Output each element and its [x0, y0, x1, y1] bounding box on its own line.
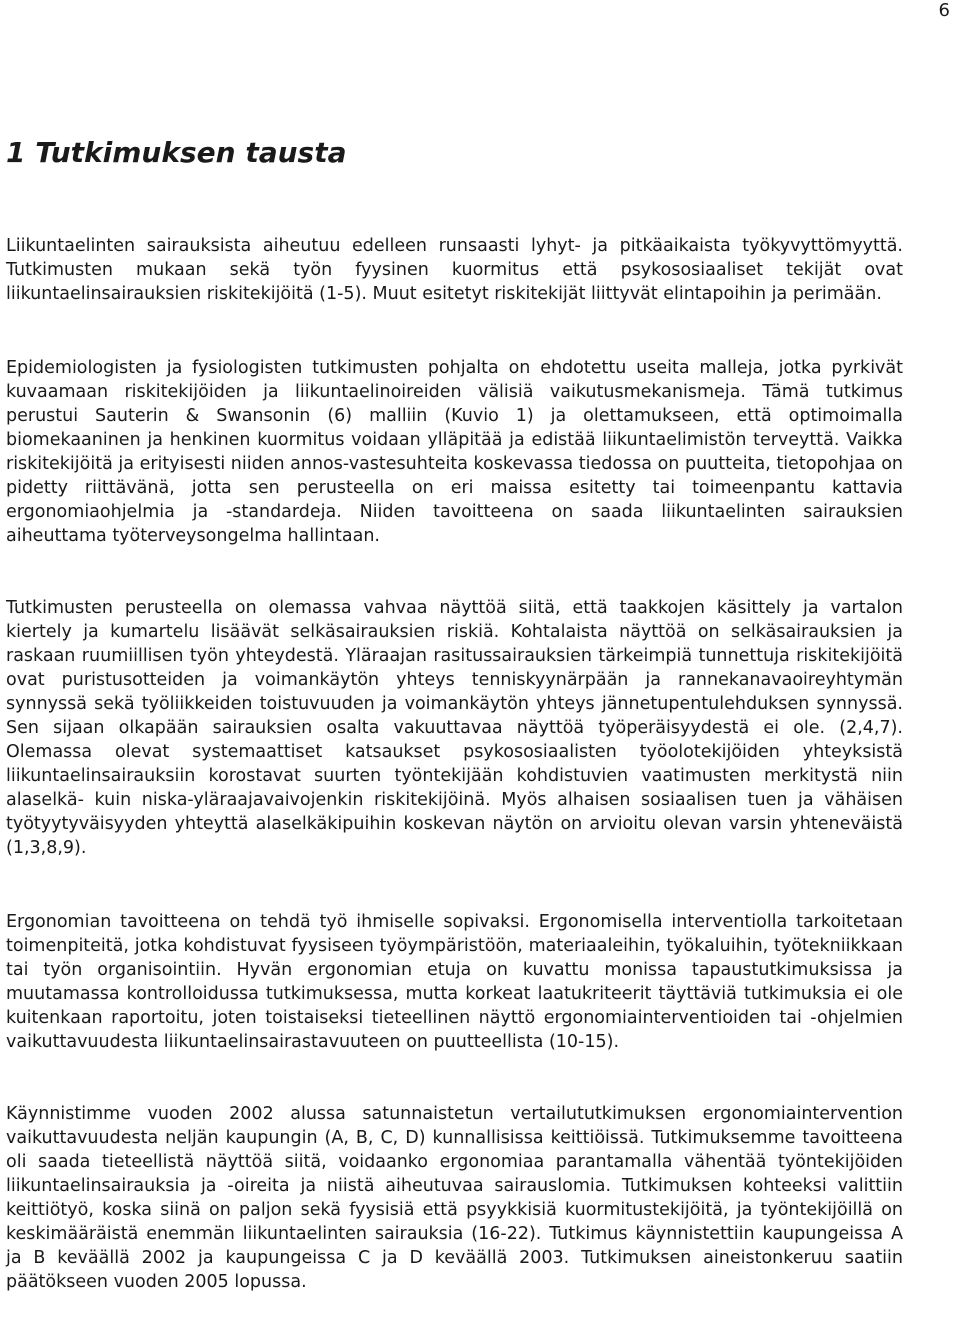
body-paragraph: Liikuntaelinten sairauksista aiheutuu edelleen runsaasti lyhyt- ja pitkäaikaista työkyvyttömyyttä. Tutkimusten mukaan sekä työn fyysinen kuormitus että psykososiaaliset tekijät ovat liikuntaelinsairauksien riskitekijöitä (1-5). Muut esitetyt riskitekijät liittyvät elintapoihin ja perimään.: [6, 236, 903, 304]
page-number: 6: [938, 0, 950, 21]
body-paragraph: Ergonomian tavoitteena on tehdä työ ihmiselle sopivaksi. Ergonomisella interventiolla tarkoitetaan toimenpiteitä, jotka kohdistuvat fyysiseen työympäristöön, materiaaleihin, työkaluihin, työtekniikkaan tai työn organisointiin. Hyvän ergonomian etuja on kuvattu monissa tapaustutkimuksissa ja muutamassa kontrolloidussa tutkimuksessa, mutta korkeat laatukriteerit täyttäviä tutkimuksia ei ole kuitenkaan raportoitu, joten toistaiseksi tieteellinen näyttö ergonomiainterventioiden tai -ohjelmien vaikuttavuudesta liikuntaelinsairastavuuteen on puutteellista (10-15).: [6, 912, 903, 1052]
body-paragraph: Epidemiologisten ja fysiologisten tutkimusten pohjalta on ehdotettu useita malleja, jotka pyrkivät kuvaamaan riskitekijöiden ja liikuntaelinoireiden välisiä vaikutusmekanismeja. Tämä tutkimus perustui Sauterin & Swansonin (6) malliin (Kuvio 1) ja olettamukseen, että optimoimalla biomekaaninen ja henkinen kuormitus voidaan ylläpitää ja edistää liikuntaelimistön terveyttä. Vaikka riskitekijöitä ja erityisesti niiden annos-vastesuhteita koskevassa tiedossa on puutteita, tietopohjaa on pidetty riittävänä, jotta sen perusteella on eri maissa esitetty tai toimeenpantu kattavia ergonomiaohjelmia ja -standardeja. Niiden tavoitteena on saada liikuntaelinten sairauksien aiheuttama työterveysongelma hallintaan.: [6, 358, 903, 546]
body-paragraph: Tutkimusten perusteella on olemassa vahvaa näyttöä siitä, että taakkojen käsittely ja vartalon kiertely ja kumartelu lisäävät selkäsairauksien riskiä. Kohtalaista näyttöä on selkäsairauksien ja raskaan ruumiillisen työn yhteydestä. Yläraajan rasitussairauksien tärkeimpiä tunnettuja riskitekijöitä ovat puristusotteiden ja voimankäytön yhteys tenniskyynärpään ja rannekanavaoireyhtymän synnyssä sekä työliikkeiden toistuvuuden ja voimankäytön yhteys jännetupentulehduksen synnyssä. Sen sijaan olkapään sairauksien osalta vakuuttavaa näyttöä työperäisyydestä ei ole. (2,4,7). Olemassa olevat systemaattiset katsaukset psykososiaalisten työolotekijöiden yhteyksistä liikuntaelinsairauksiin korostavat suurten työntekijään kohdistuvien vaatimusten merkitystä niin alaselkä- kuin niska-yläraajavaivojenkin riskitekijöinä. Myös alhaisen sosiaalisen tuen ja vähäisen työtyytyväisyyden yhteyttä alaselkäkipuihin koskevan näytön on arvioitu olevan varsin yhteneväistä (1,3,8,9).: [6, 598, 903, 858]
chapter-title: 1 Tutkimuksen tausta: [6, 136, 347, 169]
body-paragraph: Käynnistimme vuoden 2002 alussa satunnaistetun vertailututkimuksen ergonomiaintervention vaikuttavuudesta neljän kaupungin (A, B, C, D) kunnallisissa keittiöissä. Tutkimuksemme tavoitteena oli saada tieteellistä näyttöä siitä, voidaanko ergonomiaa parantamalla vähentää työntekijöiden liikuntaelinsairauksia ja -oireita ja niistä aiheutuvaa sairauslomia. Tutkimuksen kohteeksi valittiin keittiötyö, koska siinä on paljon sekä fyysisiä että psyykkisiä kuormitustekijöitä, ja työntekijöillä on keskimääräistä enemmän liikuntaelinten sairauksia (16-22). Tutkimus käynnistettiin kaupungeissa A ja B keväällä 2002 ja kaupungeissa C ja D keväällä 2003. Tutkimuksen aineistonkeruu saatiin päätökseen vuoden 2005 lopussa.: [6, 1104, 903, 1292]
